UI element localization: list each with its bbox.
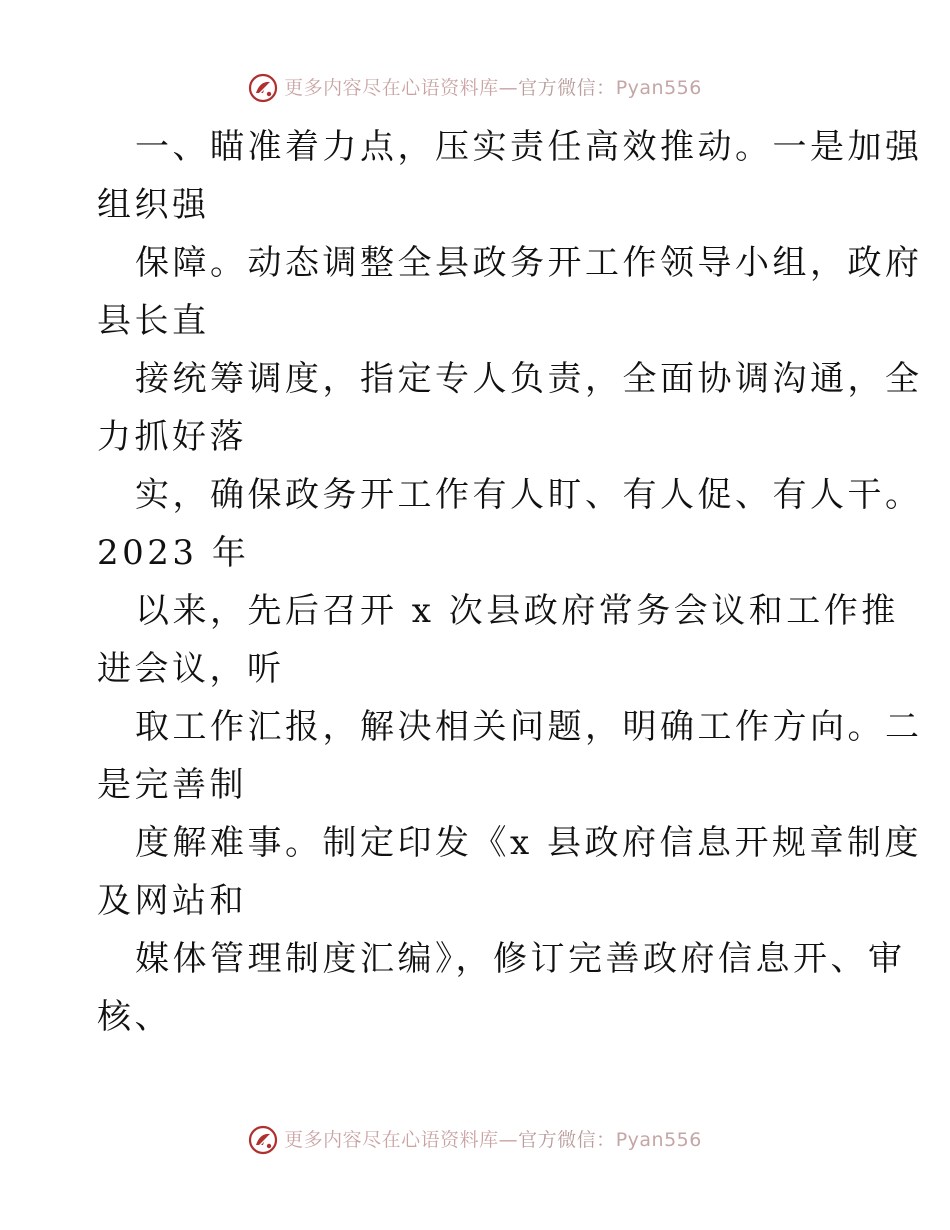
text-line-5: 接统筹调度，指定专人负责，全面协调沟通，全 [135, 359, 923, 399]
text-line-15: 媒体管理制度汇编》，修订完善政府信息开、审 [135, 939, 906, 979]
header-watermark [0, 73, 950, 103]
text-line-1: 一、瞄准着力点，压实责任高效推动。一是加强 [135, 127, 923, 167]
text-line-8: 2023 年 [97, 533, 250, 573]
text-line-14: 及网站和 [97, 881, 247, 921]
header-watermark-official: 官方微信： [518, 77, 616, 99]
seal-logo-icon [248, 1125, 278, 1155]
footer-watermark-official: 官方微信： [518, 1129, 616, 1151]
document-body [97, 118, 923, 1046]
footer-watermark-main: 更多内容尽在心语资料库 [284, 1129, 499, 1151]
footer-watermark-id: Pyan556 [615, 1129, 702, 1151]
text-line-2: 组织强 [97, 185, 210, 225]
text-line-12: 是完善制 [97, 765, 247, 805]
text-line-13: 度解难事。制定印发《x 县政府信息开规章制度 [135, 823, 922, 863]
text-line-3: 保障。动态调整全县政务开工作领导小组，政府 [135, 243, 923, 283]
text-line-10: 进会议，听 [97, 649, 285, 689]
header-watermark-main: 更多内容尽在心语资料库 [284, 77, 499, 99]
text-line-7: 实，确保政务开工作有人盯、有人促、有人干。 [135, 475, 923, 515]
text-line-11: 取工作汇报，解决相关问题，明确工作方向。二 [135, 707, 923, 747]
header-watermark-text [284, 74, 702, 102]
header-watermark-id: Pyan556 [615, 77, 702, 99]
header-watermark-dash: — [498, 77, 519, 99]
text-line-4: 县长直 [97, 301, 210, 341]
footer-watermark-dash: — [498, 1129, 519, 1151]
text-line-6: 力抓好落 [97, 417, 247, 457]
footer-watermark-text [284, 1126, 702, 1154]
text-line-16: 核、 [97, 997, 172, 1037]
footer-watermark [0, 1125, 950, 1155]
text-line-9: 以来，先后召开 x 次县政府常务会议和工作推 [135, 591, 899, 631]
seal-logo-icon [248, 73, 278, 103]
